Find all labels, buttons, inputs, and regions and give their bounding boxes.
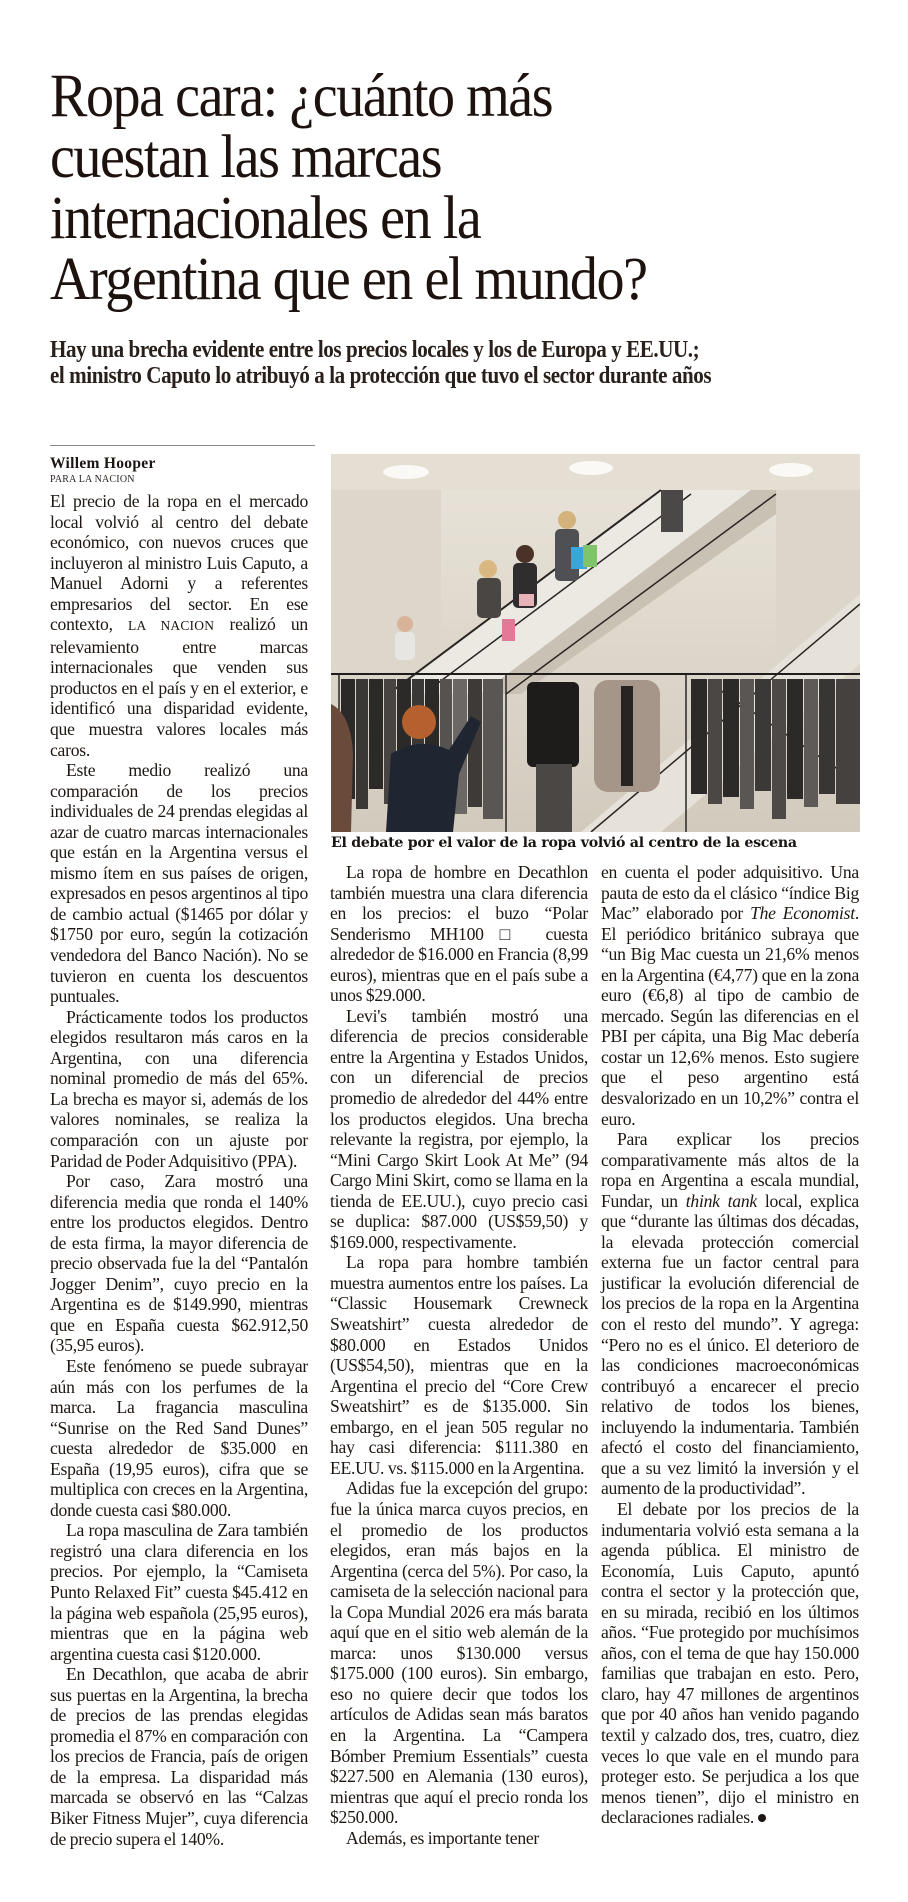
subheadline-line: Hay una brecha evidente entre los precios locales y los de Europa y EE.UU.; [50,336,700,363]
paragraph: La ropa para hombre también muestra aumentos entre los países. La “Classic Housemark Crewneck Sweatshirt” cuesta alrededor de $80.000 en Estados Unidos (US$54,50), mientras que en la Argentina el precio del “Core Crew Sweatshirt” es de $135.000. Sin embargo, en el jean 505 regular no hay casi diferencia: $111.380 en EE.UU. vs. $115.000 en la Argentina. [330,1252,588,1478]
italic-term: think tank [685,1190,757,1211]
photo-caption: El debate por el valor de la ropa volvió al centro de la escena [331,835,797,851]
byline-divider [50,445,315,446]
paragraph [50,491,308,760]
publication-name: The Economist [750,903,855,924]
headline-line: cuestan las marcas [50,124,442,191]
paragraph-text: realizó un relevamiento entre marcas internacionales que venden sus productos en el país y en el exterior, e identificó una disparidad evidente, que muestra valores locales más caros. [50,614,308,760]
paragraph: Por caso, Zara mostró una diferencia media que ronda el 140% entre los productos elegidos. Dentro de esta firma, la mayor diferencia de precio observada fue la del “Pantalón Jogger Denim”, cuyo precio en la Argentina es de $149.990, mientras que en España cuesta $62.912,50 (35,95 euros). [50,1171,308,1356]
article-column-3 [601,862,859,1828]
paragraph [601,1129,859,1499]
paragraph: Este fenómeno se puede subrayar aún más con los perfumes de la marca. La fragancia masculina “Sunrise on the Red Sand Dunes” cuesta alrededor de $35.000 en España (19,95 euros), cifra que se multiplica con creces en la Argentina, donde cuesta casi $80.000. [50,1355,308,1520]
paragraph [601,862,859,1129]
outlet-name-smallcaps: LA NACION [128,618,215,634]
paragraph-text: en cuenta el poder adquisitivo. Una pauta de esto da el clásico “índice Big Mac” elaborado por [601,862,859,924]
paragraph: En Decathlon, que acaba de abrir sus puertas en la Argentina, la brecha de precios de las prendas elegidas promedia el 87% en comparación con los precios de Francia, país de origen de la empresa. La disparidad más marcada se observó en las “Calzas Biker Fitness Mujer”, cuya diferencia de precio supera el 140%. [50,1664,308,1849]
paragraph-text: Para explicar los precios comparativamente más altos de la ropa en Argentina a escala mundial, Fundar, un [601,1129,859,1211]
paragraph-text: El debate por los precios de la indumentaria volvió esta semana a la agenda pública. El ministro de Economía, Luis Caputo, apuntó contra el sector y la protección que, en su mirada, recibió en los últimos años. “Fue protegido por muchísimos años, con el tema de que hay 150.000 familias que trabajan en esto. Pero, claro, hay 47 millones de argentinos que por 40 años han venido pagando textil y calzado dos, tres, cuatro, diez veces lo que vale en el mundo para proteger esto. Se perjudica a los que menos tienen”, dijo el ministro en declaraciones radiales. [601,1498,859,1828]
headline-line: internacionales en la [50,185,481,252]
subheadline [50,337,824,389]
end-of-article-bullet-icon [758,1814,766,1822]
paragraph: La ropa de hombre en Decathlon también muestra una clara diferencia en los precios: el buzo “Polar Senderismo MH100□ cuesta alrededor de $16.000 en Francia (8,99 euros), mientras que en el país sube a unos $29.000. [330,862,588,1006]
byline-author: Willem Hooper [50,455,156,472]
article-photo [331,454,860,832]
paragraph-text: . El periódico británico subraya que “un Big Mac cuesta un 21,6% menos en la Argentina (€4,77) que en la zona euro (€6,8) al tipo de cambio de mercado. Según las diferencias en el PBI per cápita, una Big Mac debería costar un 12,6% menos. Esto sugiere que el peso argentino está desvalorizado en un 10,2%” contra el euro. [601,903,859,1129]
subheadline-line: el ministro Caputo lo atribuyó a la protección que tuvo el sector durante años [50,362,712,389]
byline-outlet: PARA LA NACION [50,474,135,485]
paragraph-text: El precio de la ropa en el mercado local volvió al centro del debate económico, con nuevos cruces que incluyeron al ministro Luis Caputo, a Manuel Adorni y a referentes empresarios del sector. En ese contexto, [50,491,308,635]
paragraph-text: local, explica que “durante las últimas dos décadas, la elevada protección comercial externa fue un factor central para justificar la evolución diferencial de los precios de la ropa en la Argentina con el resto del mundo”. Y agrega: “Pero no es el único. El deterioro de las condiciones macroeconómicas contribuyó a encarecer el precio relativo de todos los bienes, incluyendo la indumentaria. También afectó el costo del financiamiento, que a su vez limitó la inversión y el aumento de la productividad”. [601,1190,859,1499]
headline-line: Argentina que en el mundo? [50,246,647,313]
paragraph: Prácticamente todos los productos elegidos resultaron más caros en la Argentina, con una diferencia nominal promedio de más del 65%. La brecha es mayor si, además de los valores nominales, se realiza la comparación con un ajuste por Paridad de Poder Adquisitivo (PPA). [50,1006,308,1171]
paragraph: Adidas fue la excepción del grupo: fue la única marca cuyos precios, en el promedio de los productos elegidos, eran más bajos en la Argentina (cerca del 5%). Por caso, la camiseta de la selección nacional para la Copa Mundial 2026 era más barata aquí que en el sitio web alemán de la marca: unos $130.000 versus $175.000 (100 euros). Sin embargo, eso no quiere decir que todos los artículos de Adidas sean más baratos en la Argentina. La “Campera Bómber Premium Essentials” cuesta $227.500 en Alemania (130 euros), mientras que aquí el precio ronda los $250.000. [330,1478,588,1828]
paragraph: Este medio realizó una comparación de los precios individuales de 24 prendas elegidas al azar de cuatro marcas internacionales que están en la Argentina versus el mismo ítem en sus países de origen, expresados en pesos argentinos al tipo de cambio actual ($1465 por dólar y $1750 por euro, según la cotización vendedora del Banco Nación). No se tuvieron en cuenta los descuentos puntuales. [50,760,308,1007]
article-column-1 [50,491,308,1849]
paragraph: Además, es importante tener [346,1827,540,1848]
paragraph: La ropa masculina de Zara también registró una clara diferencia en los precios. Por ejemplo, la “Camiseta Punto Relaxed Fit” cuesta $45.412 en la página web española (25,95 euros), mientras que en la página web argentina cuesta casi $120.000. [50,1520,308,1664]
headline-line: Ropa cara: ¿cuánto más [50,63,553,130]
headline [50,63,804,313]
article-column-2 [330,862,588,1848]
store-escalator-photo-illustration [331,454,860,832]
paragraph: Levi's también mostró una diferencia de precios considerable entre la Argentina y Estados Unidos, con un diferencial de precios promedio de alrededor del 44% entre los productos elegidos. Una brecha relevante la registra, por ejemplo, la “Mini Cargo Skirt Look At Me” (94 Cargo Mini Skirt, como se llama en la tienda de EE.UU.), cuyo precio casi se duplica: $87.000 (US$59,50) y $169.000, respectivamente. [330,1005,588,1252]
paragraph [601,1499,859,1828]
